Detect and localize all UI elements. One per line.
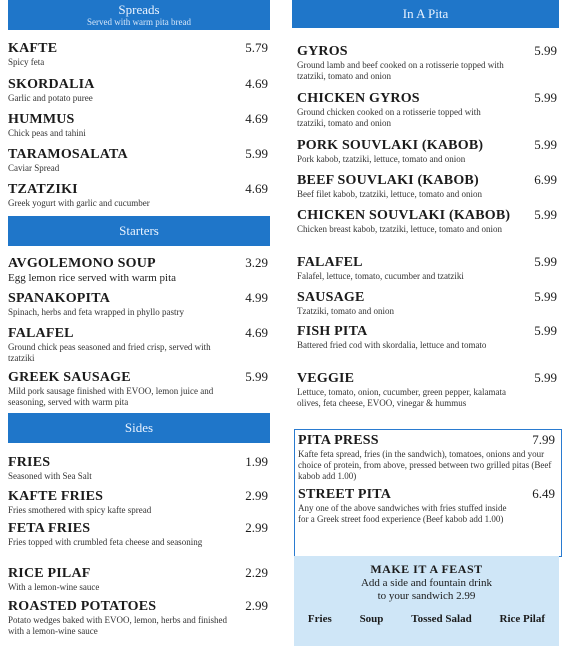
menu-item bbox=[8, 111, 270, 139]
item-description: Kafte feta spread, fries (in the sandwich), tomatoes, onions and your choice of protein, from above, pressed between two grilled pitas (Beef kabob add 1.00) bbox=[298, 449, 552, 481]
item-name: SKORDALIA bbox=[8, 77, 95, 92]
menu-item bbox=[8, 598, 270, 637]
item-price: 6.99 bbox=[534, 172, 557, 187]
item-price: 1.99 bbox=[245, 454, 268, 469]
item-name: FALAFEL bbox=[297, 255, 363, 270]
right-column bbox=[292, 0, 559, 625]
feast-promo bbox=[294, 556, 559, 646]
menu-item bbox=[298, 486, 557, 525]
sides-title: Sides bbox=[124, 420, 154, 435]
item-name: CHICKEN SOUVLAKI (KABOB) bbox=[297, 208, 511, 223]
item-description: Lettuce, tomato, onion, cucumber, green pepper, kalamata olives, feta cheese, EVOO, vinegar & hummus bbox=[297, 387, 506, 408]
item-description: Ground lamb and beef cooked on a rotisserie topped with tzatziki, tomato and onion bbox=[297, 60, 504, 81]
item-description: Fries smothered with spicy kafte spread bbox=[8, 505, 152, 515]
item-description: Egg lemon rice served with warm pita bbox=[8, 272, 177, 284]
item-price: 4.69 bbox=[245, 76, 268, 91]
menu-item bbox=[8, 520, 270, 548]
feast-option: Rice Pilaf bbox=[499, 613, 546, 625]
item-price: 5.99 bbox=[534, 137, 557, 152]
item-price: 5.99 bbox=[534, 323, 557, 338]
menu-item bbox=[8, 454, 270, 482]
menu-item bbox=[298, 432, 557, 482]
item-price: 2.99 bbox=[245, 598, 268, 613]
feast-option: Fries bbox=[307, 613, 332, 625]
item-name: FALAFEL bbox=[8, 326, 74, 341]
item-name: AVGOLEMONO SOUP bbox=[8, 256, 156, 271]
menu-item bbox=[297, 370, 559, 409]
item-description: Chick peas and tahini bbox=[8, 128, 86, 138]
item-price: 5.79 bbox=[245, 40, 268, 55]
item-name: PORK SOUVLAKI (KABOB) bbox=[297, 138, 484, 153]
item-price: 5.99 bbox=[534, 90, 557, 105]
item-name: KAFTE bbox=[8, 41, 58, 56]
menu-item bbox=[8, 290, 270, 318]
menu-item bbox=[297, 137, 559, 165]
feast-options bbox=[294, 613, 559, 625]
item-price: 4.69 bbox=[245, 111, 268, 126]
item-description: Falafel, lettuce, tomato, cucumber and tzatziki bbox=[297, 271, 464, 281]
item-price: 4.99 bbox=[245, 290, 268, 305]
item-name: SPANAKOPITA bbox=[8, 291, 111, 306]
menu-item bbox=[297, 323, 559, 351]
item-description: Battered fried cod with skordalia, lettuce and tomato bbox=[297, 340, 487, 350]
item-description: Ground chicken cooked on a rotisserie topped with tzatziki, tomato and onion bbox=[297, 107, 481, 128]
item-description: Greek yogurt with garlic and cucumber bbox=[8, 198, 150, 208]
item-name: TZATZIKI bbox=[8, 182, 78, 197]
item-description: Spinach, herbs and feta wrapped in phyllo pastry bbox=[8, 307, 184, 317]
item-price: 7.99 bbox=[532, 432, 555, 447]
menu-item bbox=[297, 90, 559, 129]
item-price: 2.29 bbox=[245, 565, 268, 580]
sides-banner bbox=[8, 413, 270, 443]
item-name: TARAMOSALATA bbox=[8, 147, 128, 162]
item-description: Ground chick peas seasoned and fried crisp, served with tzatziki bbox=[8, 342, 211, 363]
item-price: 5.99 bbox=[534, 207, 557, 222]
spreads-title: Spreads bbox=[118, 2, 160, 17]
item-description: Beef filet kabob, tzatziki, lettuce, tomato and onion bbox=[297, 189, 482, 199]
menu-item bbox=[297, 254, 559, 282]
item-description: Potato wedges baked with EVOO, lemon, herbs and finished with a lemon-wine sauce bbox=[8, 615, 227, 636]
item-name: GREEK SAUSAGE bbox=[8, 370, 131, 385]
item-name: STREET PITA bbox=[298, 487, 392, 502]
spreads-banner bbox=[8, 0, 270, 30]
menu-item bbox=[297, 43, 559, 82]
menu-item bbox=[8, 76, 270, 104]
item-name: ROASTED POTATOES bbox=[8, 599, 157, 614]
item-name: RICE PILAF bbox=[8, 566, 91, 581]
menu-item bbox=[8, 565, 270, 593]
item-name: SAUSAGE bbox=[297, 290, 365, 305]
item-price: 6.49 bbox=[532, 486, 555, 501]
menu-item bbox=[297, 207, 559, 235]
item-price: 5.99 bbox=[534, 370, 557, 385]
menu-item bbox=[297, 289, 559, 317]
item-price: 2.99 bbox=[245, 488, 268, 503]
feast-option: Tossed Salad bbox=[411, 613, 472, 625]
item-description: Any one of the above sandwiches with fries stuffed inside for a Greek street food experience (Beef kabob add 1.00) bbox=[298, 503, 507, 524]
feast-option: Soup bbox=[359, 613, 384, 625]
item-description: Garlic and potato puree bbox=[8, 93, 93, 103]
pita-banner bbox=[292, 0, 559, 28]
item-description: Caviar Spread bbox=[8, 163, 60, 173]
item-price: 3.29 bbox=[245, 255, 268, 270]
item-name: GYROS bbox=[297, 44, 348, 59]
item-price: 4.69 bbox=[245, 181, 268, 196]
item-description: Fries topped with crumbled feta cheese and seasoning bbox=[8, 537, 203, 547]
menu-item bbox=[8, 369, 270, 408]
item-description: Spicy feta bbox=[8, 57, 45, 67]
spreads-subtitle: Served with warm pita bread bbox=[87, 17, 191, 27]
menu-item bbox=[8, 40, 270, 68]
starters-banner bbox=[8, 216, 270, 246]
item-price: 5.99 bbox=[245, 369, 268, 384]
item-name: BEEF SOUVLAKI (KABOB) bbox=[297, 173, 479, 188]
feast-title: MAKE IT A FEAST bbox=[370, 562, 483, 576]
item-name: PITA PRESS bbox=[298, 433, 379, 448]
item-description: With a lemon-wine sauce bbox=[8, 582, 100, 592]
feast-line-2: to your sandwich 2.99 bbox=[377, 590, 476, 602]
left-column bbox=[8, 0, 270, 636]
item-description: Mild pork sausage finished with EVOO, lemon juice and seasoning, served with warm pita bbox=[8, 386, 214, 407]
item-description: Seasoned with Sea Salt bbox=[8, 471, 92, 481]
item-name: FRIES bbox=[8, 455, 51, 470]
menu-item bbox=[8, 146, 270, 174]
item-name: VEGGIE bbox=[297, 371, 355, 386]
item-name: FISH PITA bbox=[297, 324, 368, 339]
menu-item bbox=[8, 255, 270, 284]
item-price: 5.99 bbox=[534, 254, 557, 269]
starters-title: Starters bbox=[119, 223, 159, 238]
item-name: FETA FRIES bbox=[8, 521, 91, 536]
menu-item bbox=[8, 325, 270, 364]
item-name: HUMMUS bbox=[8, 112, 75, 127]
menu-item bbox=[297, 172, 559, 200]
pita-press-box bbox=[294, 429, 562, 557]
item-name: CHICKEN GYROS bbox=[297, 91, 420, 106]
menu-item bbox=[8, 181, 270, 209]
item-description: Chicken breast kabob, tzatziki, lettuce, tomato and onion bbox=[297, 224, 502, 234]
item-price: 4.69 bbox=[245, 325, 268, 340]
item-price: 2.99 bbox=[245, 520, 268, 535]
pita-title: In A Pita bbox=[402, 6, 449, 21]
item-name: KAFTE FRIES bbox=[8, 489, 104, 504]
menu-item bbox=[8, 488, 270, 516]
item-price: 5.99 bbox=[534, 289, 557, 304]
item-description: Tzatziki, tomato and onion bbox=[297, 306, 394, 316]
item-description: Pork kabob, tzatziki, lettuce, tomato and onion bbox=[297, 154, 466, 164]
item-price: 5.99 bbox=[534, 43, 557, 58]
item-price: 5.99 bbox=[245, 146, 268, 161]
feast-line-1: Add a side and fountain drink bbox=[360, 577, 493, 589]
